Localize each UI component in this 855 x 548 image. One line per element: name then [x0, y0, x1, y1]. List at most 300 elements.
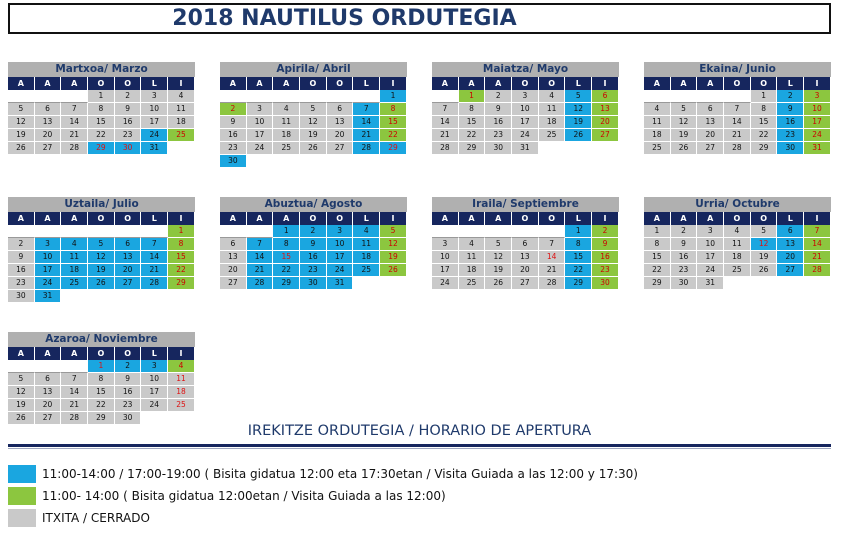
day-cell: 23: [485, 129, 512, 142]
empty-cell: [485, 225, 512, 238]
day-cell: 4: [353, 225, 380, 238]
empty-cell: [247, 90, 274, 103]
weekday-header: A: [61, 212, 88, 225]
month-calendar: [220, 62, 407, 168]
empty-cell: [141, 225, 168, 238]
day-cell: 16: [115, 386, 142, 399]
month-grid: [8, 347, 195, 425]
empty-cell: [61, 225, 88, 238]
day-cell: 17: [697, 251, 724, 264]
weekday-header: O: [300, 212, 327, 225]
day-cell: 17: [35, 264, 62, 277]
day-cell: 25: [168, 129, 195, 142]
day-cell: 26: [565, 129, 592, 142]
day-cell: 17: [141, 116, 168, 129]
day-cell: 6: [35, 103, 62, 116]
day-cell: 24: [35, 277, 62, 290]
day-cell: 19: [88, 264, 115, 277]
day-cell: 28: [724, 142, 751, 155]
day-cell: 2: [485, 90, 512, 103]
weekday-header: I: [168, 347, 195, 360]
day-cell: 12: [671, 116, 698, 129]
month-calendar: [644, 62, 831, 155]
day-cell: 29: [168, 277, 195, 290]
empty-cell: [220, 225, 247, 238]
day-cell: 18: [459, 264, 486, 277]
day-cell: 11: [644, 116, 671, 129]
month-grid: [220, 77, 407, 168]
day-cell: 31: [35, 290, 62, 303]
day-cell: 29: [380, 142, 407, 155]
weekday-header: I: [380, 77, 407, 90]
weekday-header: O: [724, 77, 751, 90]
day-cell: 3: [141, 360, 168, 373]
weekday-header: A: [8, 77, 35, 90]
day-cell: 31: [141, 142, 168, 155]
day-cell: 7: [432, 103, 459, 116]
weekday-header: A: [35, 77, 62, 90]
day-cell: 14: [432, 116, 459, 129]
day-cell: 16: [777, 116, 804, 129]
weekday-header: I: [804, 77, 831, 90]
month-calendar: [644, 197, 831, 290]
day-cell: 22: [273, 264, 300, 277]
weekday-header: O: [539, 77, 566, 90]
weekday-header: O: [327, 212, 354, 225]
legend-swatch-green: [8, 487, 36, 505]
weekday-header: O: [724, 212, 751, 225]
day-cell: 24: [247, 142, 274, 155]
day-cell: 29: [273, 277, 300, 290]
day-cell: 21: [61, 399, 88, 412]
day-cell: 23: [115, 399, 142, 412]
day-cell: 14: [61, 386, 88, 399]
weekday-header: L: [777, 77, 804, 90]
day-cell: 31: [697, 277, 724, 290]
day-cell: 5: [671, 103, 698, 116]
day-cell: 2: [671, 225, 698, 238]
day-cell: 15: [88, 386, 115, 399]
day-cell: 25: [644, 142, 671, 155]
day-cell: 8: [751, 103, 778, 116]
day-cell: 8: [88, 373, 115, 386]
day-cell: 3: [247, 103, 274, 116]
divider: [8, 444, 831, 447]
weekday-header: O: [115, 347, 142, 360]
weekday-header: L: [777, 212, 804, 225]
day-cell: 16: [8, 264, 35, 277]
day-cell: 7: [141, 238, 168, 251]
day-cell: 20: [512, 264, 539, 277]
month-title: Martxoa/ Marzo: [8, 62, 195, 77]
empty-cell: [724, 90, 751, 103]
weekday-header: A: [697, 212, 724, 225]
empty-cell: [804, 277, 831, 290]
day-cell: 28: [141, 277, 168, 290]
schedule-subtitle: IREKITZE ORDUTEGIA / HORARIO DE APERTURA: [247, 423, 592, 439]
day-cell: 7: [247, 238, 274, 251]
day-cell: 27: [512, 277, 539, 290]
month-title: Uztaila/ Julio: [8, 197, 195, 212]
legend-item-closed: [8, 509, 150, 527]
day-cell: 11: [353, 238, 380, 251]
day-cell: 28: [61, 412, 88, 425]
day-cell: 4: [61, 238, 88, 251]
day-cell: 24: [141, 129, 168, 142]
day-cell: 21: [61, 129, 88, 142]
day-cell: 3: [327, 225, 354, 238]
day-cell: 8: [88, 103, 115, 116]
empty-cell: [539, 225, 566, 238]
day-cell: 13: [592, 103, 619, 116]
weekday-header: A: [432, 77, 459, 90]
weekday-header: O: [751, 212, 778, 225]
day-cell: 27: [35, 412, 62, 425]
day-cell: 12: [8, 386, 35, 399]
day-cell: 11: [459, 251, 486, 264]
day-cell: 13: [35, 386, 62, 399]
day-cell: 10: [804, 103, 831, 116]
day-cell: 31: [512, 142, 539, 155]
day-cell: 10: [432, 251, 459, 264]
day-cell: 7: [61, 373, 88, 386]
day-cell: 27: [35, 142, 62, 155]
weekday-header: I: [168, 212, 195, 225]
day-cell: 16: [592, 251, 619, 264]
day-cell: 3: [141, 90, 168, 103]
weekday-header: A: [220, 77, 247, 90]
day-cell: 29: [88, 142, 115, 155]
day-cell: 15: [380, 116, 407, 129]
month-title: Maiatza/ Mayo: [432, 62, 619, 77]
day-cell: 10: [697, 238, 724, 251]
day-cell: 7: [353, 103, 380, 116]
day-cell: 27: [697, 142, 724, 155]
day-cell: 22: [88, 129, 115, 142]
day-cell: 10: [247, 116, 274, 129]
day-cell: 1: [459, 90, 486, 103]
day-cell: 9: [115, 373, 142, 386]
day-cell: 23: [671, 264, 698, 277]
empty-cell: [141, 290, 168, 303]
day-cell: 1: [380, 90, 407, 103]
day-cell: 9: [592, 238, 619, 251]
empty-cell: [697, 90, 724, 103]
day-cell: 26: [8, 412, 35, 425]
day-cell: 6: [327, 103, 354, 116]
day-cell: 6: [115, 238, 142, 251]
day-cell: 6: [35, 373, 62, 386]
day-cell: 15: [168, 251, 195, 264]
day-cell: 13: [777, 238, 804, 251]
day-cell: 24: [327, 264, 354, 277]
day-cell: 21: [353, 129, 380, 142]
weekday-header: O: [300, 77, 327, 90]
day-cell: 20: [777, 251, 804, 264]
day-cell: 27: [777, 264, 804, 277]
empty-cell: [380, 277, 407, 290]
day-cell: 26: [380, 264, 407, 277]
day-cell: 6: [220, 238, 247, 251]
day-cell: 30: [592, 277, 619, 290]
empty-cell: [8, 90, 35, 103]
day-cell: 26: [8, 142, 35, 155]
month-grid: [8, 77, 195, 155]
day-cell: 18: [168, 116, 195, 129]
weekday-header: I: [804, 212, 831, 225]
day-cell: 18: [273, 129, 300, 142]
month-title: Azaroa/ Noviembre: [8, 332, 195, 347]
day-cell: 30: [671, 277, 698, 290]
day-cell: 24: [512, 129, 539, 142]
day-cell: 6: [697, 103, 724, 116]
empty-cell: [565, 142, 592, 155]
day-cell: 4: [724, 225, 751, 238]
day-cell: 17: [327, 251, 354, 264]
day-cell: 19: [485, 264, 512, 277]
day-cell: 26: [88, 277, 115, 290]
day-cell: 21: [804, 251, 831, 264]
empty-cell: [432, 90, 459, 103]
legend-item-open-long: [8, 465, 638, 483]
day-cell: 11: [61, 251, 88, 264]
day-cell: 29: [751, 142, 778, 155]
day-cell: 2: [115, 360, 142, 373]
day-cell: 10: [327, 238, 354, 251]
day-cell: 23: [8, 277, 35, 290]
day-cell: 5: [88, 238, 115, 251]
day-cell: 12: [380, 238, 407, 251]
weekday-header: L: [141, 347, 168, 360]
month-calendar: [8, 62, 195, 155]
day-cell: 17: [512, 116, 539, 129]
day-cell: 17: [432, 264, 459, 277]
day-cell: 25: [273, 142, 300, 155]
day-cell: 18: [724, 251, 751, 264]
day-cell: 14: [724, 116, 751, 129]
day-cell: 8: [380, 103, 407, 116]
day-cell: 12: [485, 251, 512, 264]
day-cell: 25: [459, 277, 486, 290]
day-cell: 17: [141, 386, 168, 399]
day-cell: 19: [300, 129, 327, 142]
empty-cell: [168, 142, 195, 155]
day-cell: 23: [777, 129, 804, 142]
weekday-header: O: [88, 212, 115, 225]
day-cell: 12: [8, 116, 35, 129]
day-cell: 4: [168, 360, 195, 373]
day-cell: 29: [88, 412, 115, 425]
legend-text: 11:00-14:00 / 17:00-19:00 ( Bisita gidatua 12:00 eta 17:30etan / Visita Guiada a las 12:00 y 17:30): [42, 467, 638, 481]
day-cell: 5: [380, 225, 407, 238]
day-cell: 17: [804, 116, 831, 129]
day-cell: 7: [804, 225, 831, 238]
weekday-header: A: [432, 212, 459, 225]
empty-cell: [35, 225, 62, 238]
weekday-header: O: [512, 212, 539, 225]
empty-cell: [644, 90, 671, 103]
weekday-header: A: [35, 212, 62, 225]
day-cell: 5: [300, 103, 327, 116]
day-cell: 16: [300, 251, 327, 264]
day-cell: 1: [273, 225, 300, 238]
day-cell: 23: [115, 129, 142, 142]
day-cell: 27: [592, 129, 619, 142]
day-cell: 11: [539, 103, 566, 116]
day-cell: 15: [459, 116, 486, 129]
day-cell: 19: [380, 251, 407, 264]
month-grid: [432, 77, 619, 155]
weekday-header: A: [459, 212, 486, 225]
day-cell: 28: [247, 277, 274, 290]
day-cell: 27: [220, 277, 247, 290]
weekday-header: L: [141, 212, 168, 225]
divider-thin: [8, 448, 831, 449]
day-cell: 5: [8, 103, 35, 116]
weekday-header: A: [459, 77, 486, 90]
day-cell: 28: [804, 264, 831, 277]
empty-cell: [61, 290, 88, 303]
day-cell: 26: [671, 142, 698, 155]
weekday-header: O: [88, 347, 115, 360]
month-title: Iraila/ Septiembre: [432, 197, 619, 212]
weekday-header: O: [327, 77, 354, 90]
day-cell: 3: [697, 225, 724, 238]
day-cell: 27: [327, 142, 354, 155]
weekday-header: A: [644, 77, 671, 90]
month-grid: [432, 212, 619, 290]
day-cell: 19: [8, 399, 35, 412]
weekday-header: A: [61, 77, 88, 90]
day-cell: 3: [512, 90, 539, 103]
day-cell: 13: [327, 116, 354, 129]
day-cell: 9: [777, 103, 804, 116]
empty-cell: [273, 155, 300, 168]
weekday-header: A: [247, 212, 274, 225]
day-cell: 20: [697, 129, 724, 142]
day-cell: 24: [697, 264, 724, 277]
day-cell: 28: [353, 142, 380, 155]
day-cell: 9: [8, 251, 35, 264]
day-cell: 20: [592, 116, 619, 129]
day-cell: 22: [380, 129, 407, 142]
month-title: Ekaina/ Junio: [644, 62, 831, 77]
weekday-header: O: [751, 77, 778, 90]
day-cell: 15: [88, 116, 115, 129]
weekday-header: O: [115, 77, 142, 90]
day-cell: 2: [592, 225, 619, 238]
day-cell: 28: [539, 277, 566, 290]
weekday-header: O: [115, 212, 142, 225]
empty-cell: [353, 90, 380, 103]
day-cell: 18: [353, 251, 380, 264]
day-cell: 30: [220, 155, 247, 168]
day-cell: 21: [539, 264, 566, 277]
day-cell: 16: [485, 116, 512, 129]
empty-cell: [327, 90, 354, 103]
day-cell: 7: [61, 103, 88, 116]
empty-cell: [247, 225, 274, 238]
empty-cell: [327, 155, 354, 168]
day-cell: 1: [88, 360, 115, 373]
legend-swatch-blue: [8, 465, 36, 483]
day-cell: 30: [777, 142, 804, 155]
day-cell: 24: [141, 399, 168, 412]
day-cell: 10: [35, 251, 62, 264]
empty-cell: [380, 155, 407, 168]
day-cell: 11: [168, 373, 195, 386]
day-cell: 23: [592, 264, 619, 277]
weekday-header: O: [539, 212, 566, 225]
day-cell: 20: [35, 129, 62, 142]
day-cell: 16: [220, 129, 247, 142]
month-title: Apirila/ Abril: [220, 62, 407, 77]
weekday-header: O: [512, 77, 539, 90]
weekday-header: A: [8, 212, 35, 225]
day-cell: 26: [300, 142, 327, 155]
day-cell: 13: [220, 251, 247, 264]
day-cell: 5: [8, 373, 35, 386]
day-cell: 4: [168, 90, 195, 103]
month-calendar: [8, 197, 195, 303]
day-cell: 21: [247, 264, 274, 277]
day-cell: 11: [168, 103, 195, 116]
day-cell: 29: [459, 142, 486, 155]
day-cell: 8: [459, 103, 486, 116]
day-cell: 19: [671, 129, 698, 142]
day-cell: 28: [61, 142, 88, 155]
day-cell: 5: [751, 225, 778, 238]
day-cell: 28: [432, 142, 459, 155]
day-cell: 13: [115, 251, 142, 264]
month-calendar: [220, 197, 407, 290]
day-cell: 1: [644, 225, 671, 238]
day-cell: 6: [777, 225, 804, 238]
day-cell: 16: [115, 116, 142, 129]
empty-cell: [539, 142, 566, 155]
day-cell: 7: [724, 103, 751, 116]
month-grid: [220, 212, 407, 290]
empty-cell: [168, 290, 195, 303]
day-cell: 25: [61, 277, 88, 290]
day-cell: 29: [565, 277, 592, 290]
weekday-header: A: [247, 77, 274, 90]
day-cell: 27: [115, 277, 142, 290]
day-cell: 25: [353, 264, 380, 277]
day-cell: 22: [459, 129, 486, 142]
month-calendar: [8, 332, 195, 425]
month-calendar: [432, 62, 619, 155]
day-cell: 19: [751, 251, 778, 264]
day-cell: 6: [512, 238, 539, 251]
weekday-header: A: [697, 77, 724, 90]
day-cell: 25: [539, 129, 566, 142]
weekday-header: A: [61, 347, 88, 360]
empty-cell: [115, 225, 142, 238]
day-cell: 14: [141, 251, 168, 264]
weekday-header: L: [565, 212, 592, 225]
day-cell: 1: [168, 225, 195, 238]
empty-cell: [220, 90, 247, 103]
day-cell: 19: [8, 129, 35, 142]
weekday-header: L: [353, 77, 380, 90]
empty-cell: [671, 90, 698, 103]
month-calendar: [432, 197, 619, 290]
weekday-header: A: [273, 212, 300, 225]
day-cell: 22: [168, 264, 195, 277]
day-cell: 17: [247, 129, 274, 142]
empty-cell: [353, 277, 380, 290]
